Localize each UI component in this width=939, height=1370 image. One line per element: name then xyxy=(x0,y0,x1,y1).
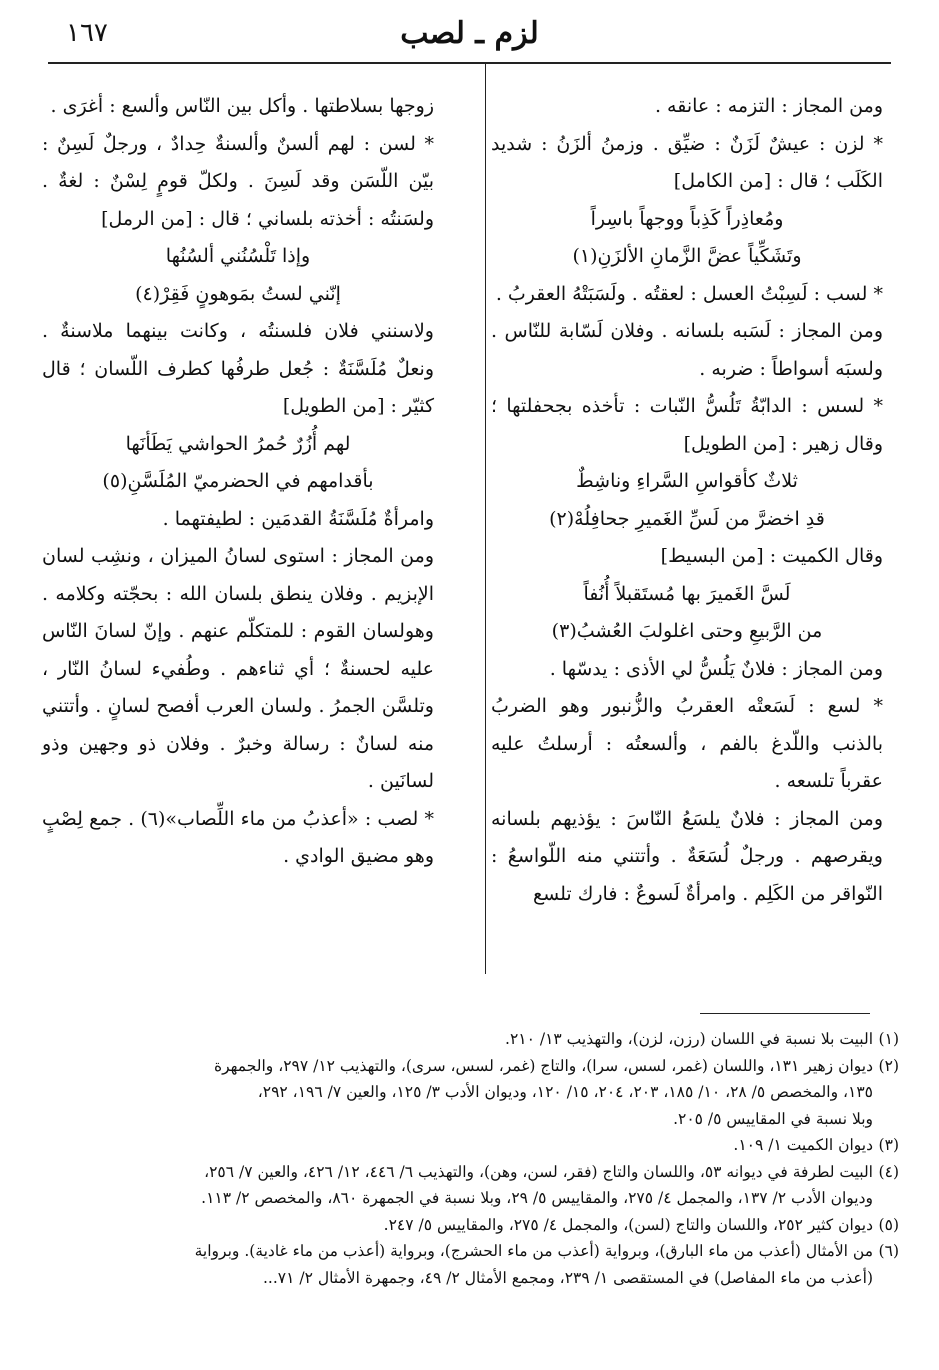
entry-paragraph: زوجها بسلاطتها . وأكل بين النّاس وألسع : أغرَى . xyxy=(50,95,434,117)
verse-line: من الرَّبيعِ وحتى اغلولبَ العُشبُ(٣) xyxy=(551,620,823,642)
page-number: ١٦٧ xyxy=(66,18,108,48)
verse-line: إنّني لستُ بمَوهونٍ فَقِرْ(٤) xyxy=(135,282,341,305)
footnote-number: (٢) xyxy=(878,1056,899,1075)
footnote-line xyxy=(39,1159,899,1186)
verse-line: ثلاثٌ كأقواسِ السَّراءِ وناشِطٌ xyxy=(576,470,798,492)
footnote-line xyxy=(39,1238,899,1265)
page-header xyxy=(48,12,891,56)
entry-paragraph: * لزن : عيشٌ لَزَنٌ : ضيِّق . وزمنُ ألزَنُ : شديد الكَلَب ؛ قال : [من الكامل] xyxy=(491,132,883,192)
footnote-divider xyxy=(700,1013,870,1014)
entry-paragraph: وقال الكميت : [من البسيط] xyxy=(660,545,883,567)
footnote-number: (٤) xyxy=(878,1162,899,1181)
footnote-line xyxy=(39,1132,899,1159)
footnote-text: البيت لطرفة في ديوانه ٥٣، واللسان والتاج (فقر، لسن، وهن)، والتهذيب ٦/ ٤٤٦، ١٢/ ٤٢٦، والعين ٧/ ٢٥٦، xyxy=(204,1162,873,1181)
verse-line: لَسَّ الغَميرَ بها مُستَقبلاً أُنُفاً xyxy=(583,582,791,605)
footnote-text: (أعذب من ماء المفاصل) في المستقصى ١/ ٢٣٩، ومجمع الأمثال ٢/ ٤٩، وجمهرة الأمثال ٢/ ٧١... xyxy=(262,1268,873,1287)
footnote-number: (٥) xyxy=(878,1215,899,1234)
right-column xyxy=(491,88,883,913)
footnotes xyxy=(39,1026,899,1291)
footnote-line xyxy=(39,1265,899,1292)
footnote-number: (٣) xyxy=(878,1136,899,1154)
verse-line: وتَشَكِّياً عضَّ الزَّمانِ الألزَنِ(١) xyxy=(572,245,802,267)
footnote-line xyxy=(39,1212,899,1239)
footnote-text: البيت بلا نسبة في اللسان (رزن، لزن)، والتهذيب ١٣/ ٢١٠. xyxy=(505,1030,873,1048)
entry-paragraph: * لسع : لَسَعتْه العقربُ والزُّنبور وهو الضربُ بالذنب واللّدغ بالفم ، وألسعتُه : أرسلتُ عليه عقرباً تلسعه . xyxy=(491,695,883,792)
verse-line: قدِ اخضرَّ من لَسِّ الغَميرِ جحافِلُهْ(٢) xyxy=(549,507,825,530)
entry-paragraph: وامرأةٌ مُلَسَّنَةُ القدمَين : لطيفتهما . xyxy=(162,507,434,530)
column-divider xyxy=(485,64,486,974)
entry-paragraph: ومن المجاز : استوى لسانُ الميزان ، ونشِب لسان الإبزيم . وفلان ينطق بلسان الله : بحجّته وكلامه . وهولسان القوم : للمتكلّم عنهم . وإنّ لسانَ النّاس عليه لحسنةٌ ؛ أي ثناءهم . وطُفيء لسانُ النّار ، وتلسَّن الجمرُ . ولسان العرب أفصح لسانٍ . وأتتني منه لسانٌ : رسالة وخبرٌ . وفلان ذو وجهين وذو لسانَين . xyxy=(42,545,434,792)
footnote-text: ديوان الكميت ١/ ١٠٩. xyxy=(733,1136,873,1154)
entry-paragraph: ولاسنني فلان فلسنتُه ، وكانت بينهما ملاسنةٌ . ونعلٌ مُلَسَّنَةٌ : جُعل طرفُها كطرف اللّسان ؛ قال كثيّر : [من الطويل] xyxy=(42,320,434,417)
entry-paragraph: ومن المجاز : لَسَبه بلسانه . وفلان لَسّابة للنّاس . ولسبَه أسواطاً : ضربه . xyxy=(491,320,883,380)
verse-line: ومُعاذِراً كَذِباً ووجهاً باسِراً xyxy=(590,207,784,230)
footnote-line xyxy=(39,1053,899,1080)
entry-paragraph: * لسن : لهم ألسنٌ وألسنةٌ حِدادٌ ، ورجلٌ لَسِنٌ : بيّن اللّسَن وقد لَسِنَ . ولكلّ قومٍ لِسْنٌ : لغةٌ . ولسَنتُه : أخذته بلساني ؛ قال : [من الرمل] xyxy=(42,132,434,230)
footnote-number: (١) xyxy=(878,1030,899,1048)
footnote-text: من الأمثال (أعذب من ماء البارق)، وبرواية (أعذب من ماء الحشرج)، وبرواية (أعذب من ماء غادية). وبرواية xyxy=(194,1242,873,1260)
entry-paragraph: * لسس : الدابّةُ تَلُسُّ النّبات : تأخذه بجحفلتها ؛ وقال زهير : [من الطويل] xyxy=(491,395,883,455)
entry-paragraph: ومن المجاز : فلانٌ يَلُسُّ لي الأذى : يدسّها . xyxy=(549,657,883,680)
footnote-text: ديوان زهير ١٣١، واللسان (غمر، لسس، سرا)، والتاج (غمر، لسس، سرى)، والتهذيب ١٢/ ٢٩٧، والجمهرة xyxy=(213,1056,873,1075)
left-column xyxy=(42,88,434,876)
footnote-text: وبلا نسبة في المقاييس ٥/ ٢٠٥. xyxy=(673,1109,873,1128)
entry-paragraph: ومن المجاز : التزمه : عانقه . xyxy=(654,95,883,117)
footnote-text: ديوان كثير ٢٥٢، واللسان والتاج (لسن)، والمجمل ٤/ ٢٧٥، والمقاييس ٥/ ٢٤٧. xyxy=(383,1215,873,1234)
footnote-line xyxy=(39,1106,899,1133)
page-title: لزم ـ لصب xyxy=(400,16,539,51)
verse-line: لهم أُزُرٌ حُمرُ الحواشي يَطَأنَها xyxy=(125,432,351,455)
footnote-number: (٦) xyxy=(878,1242,899,1260)
header-divider xyxy=(48,62,891,64)
verse-line: بأقدامهم في الحضرميّ المُلَسَّنِ(٥) xyxy=(102,470,374,492)
entry-paragraph: * لصب : «أعذبُ من ماء اللِّصاب»(٦) . جمع لِصْبٍ وهو مضيق الوادي . xyxy=(42,807,434,867)
footnote-line xyxy=(39,1185,899,1212)
entry-paragraph: * لسب : لَسِبْتُ العسل : لعقتُه . ولَسَبَتْهُ العقربُ . xyxy=(495,282,883,305)
verse-line: وإذا تَلْسُنُني ألسُنُها xyxy=(165,245,311,267)
footnote-text: ١٣٥، والمخصص ٥/ ٢٨، ١٠/ ١٨٥، ٢٠٣، ٢٠٤، ١٥/ ١٢٠، وديوان الأدب ٣/ ١٢٥، والعين ٧/ ١٩٦، ٢٩٢، xyxy=(257,1083,873,1101)
footnote-line xyxy=(39,1079,899,1106)
footnote-line xyxy=(39,1026,899,1053)
entry-paragraph: ومن المجاز : فلانٌ يلسَعُ النّاسَ : يؤذيهم بلسانه ويقرصهم . ورجلٌ لُسَعَةٌ . وأتتني منه اللّواسعُ : النّواقر من الكَلِم . وامرأةٌ لَسوعٌ : فارك تلسع xyxy=(491,807,883,905)
footnote-text: وديوان الأدب ٢/ ١٣٧، والمجمل ٤/ ٢٧٥، والمقاييس ٥/ ٢٩، وبلا نسبة في الجمهرة ٨٦٠، والمخصص ٢/ ١١٣. xyxy=(201,1189,873,1207)
